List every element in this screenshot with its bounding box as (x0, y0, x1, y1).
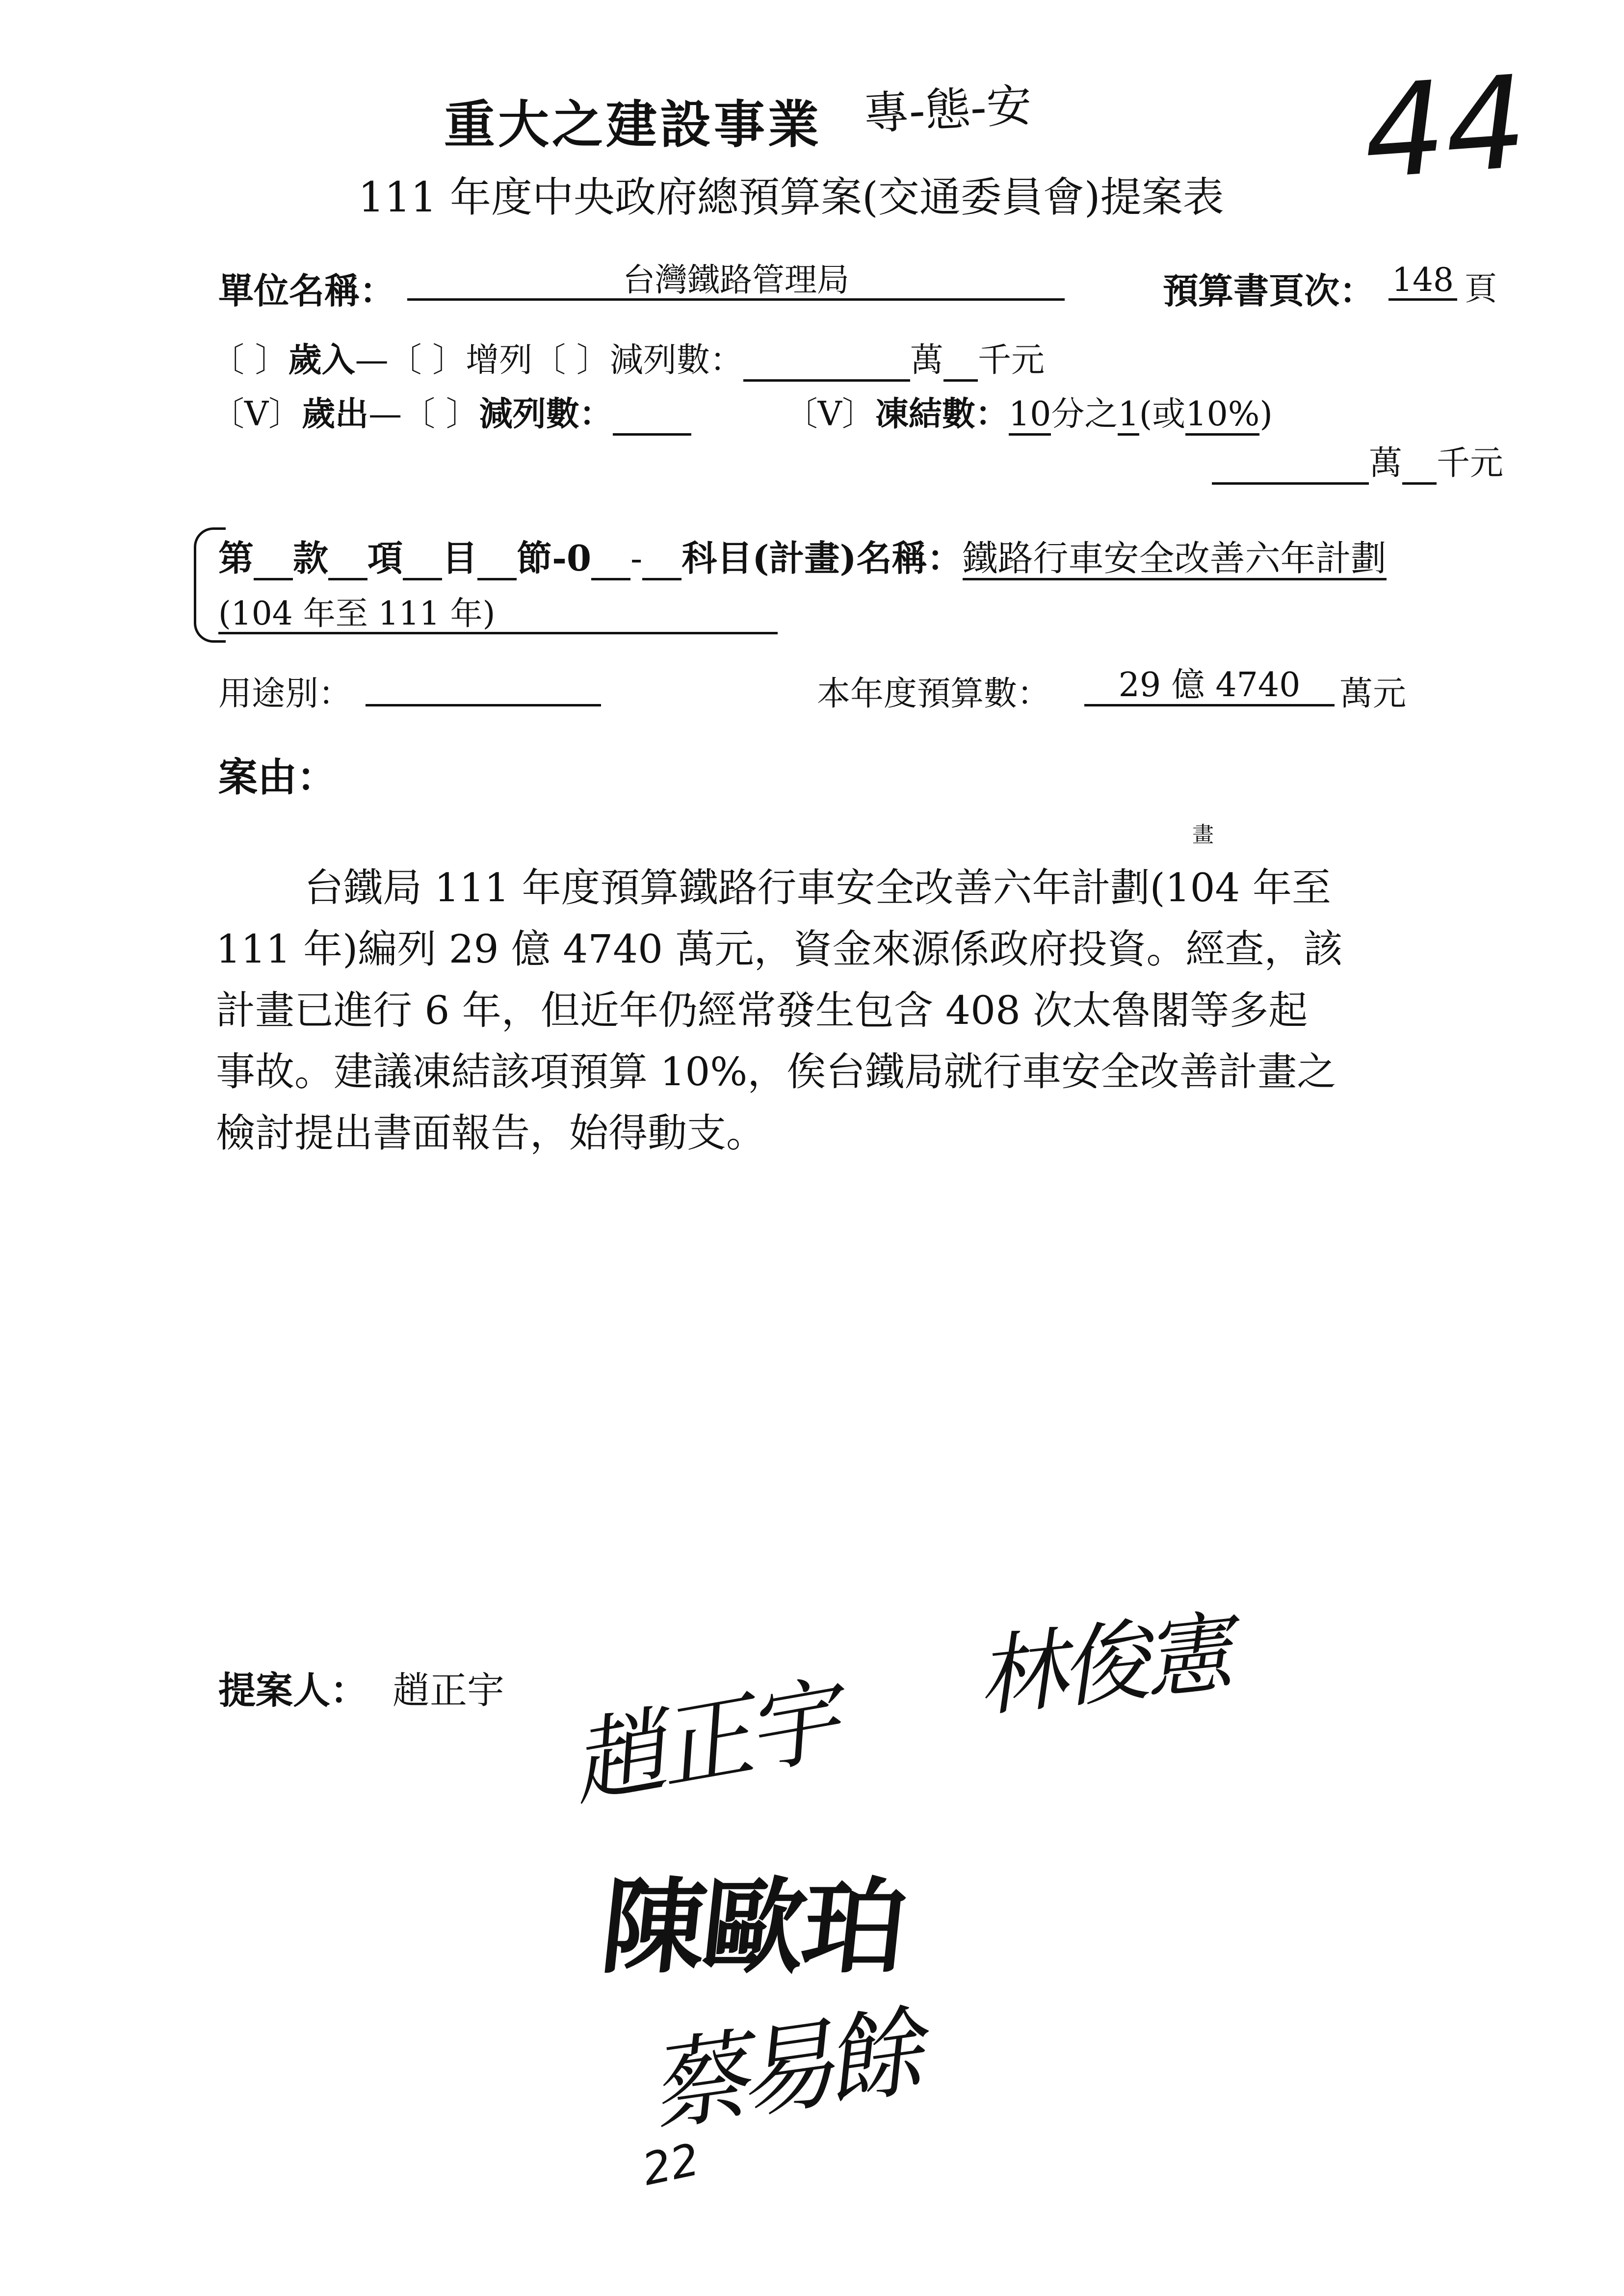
signature-3: 陳歐珀 (596, 1867, 910, 1987)
jie-label: 節-0 (517, 537, 592, 579)
dash: — (355, 341, 389, 380)
xiang-label: 項 (367, 537, 403, 579)
wan-unit: 萬 (1369, 444, 1403, 483)
subject-name-label: 科目(計畫)名稱： (681, 537, 963, 579)
handwritten-note: 專-態-安 (862, 79, 1033, 140)
qian-yuan-unit: 千元 (1437, 444, 1504, 483)
blank (477, 539, 517, 580)
proposer-label: 提案人： (218, 1669, 367, 1712)
dash: — (368, 395, 402, 434)
reduce-blank (743, 342, 910, 382)
page-suffix: 頁 (1465, 270, 1497, 308)
blank (591, 539, 630, 580)
revenue-label: 歲入 (288, 340, 355, 380)
expenditure-amount-row (1212, 437, 1503, 485)
expenditure-row (211, 388, 1273, 436)
reduce-label: 減列數： (479, 394, 613, 434)
freeze-close: ) (1259, 395, 1273, 434)
proposer-name: 趙正宇 (393, 1669, 504, 1712)
blank (403, 539, 442, 580)
freeze-denominator: 1 (1118, 396, 1139, 436)
usage-blank (366, 667, 601, 706)
qian-blank (1402, 445, 1437, 485)
revenue-row (211, 334, 1045, 382)
page-value: 148 (1388, 262, 1457, 301)
mark-22: 22 (638, 2134, 704, 2196)
subject-row (218, 530, 1387, 581)
unit-value: 台灣鐵路管理局 (407, 262, 1065, 301)
usage-label: 用途別： (218, 675, 352, 713)
heading: 重大之建設事業 (444, 94, 822, 155)
signature-4: 蔡易餘 (642, 1995, 920, 2146)
subject-name-value: 鐵路行車安全改善六年計劃 (963, 539, 1387, 580)
subject-name-continuation: (104 年至 111 年) (218, 596, 778, 634)
expenditure-checkbox: 〔V〕 (211, 395, 302, 434)
reason-line-2: 111 年)編列 29 億 4740 萬元，資金來源係政府投資。經查，該 (216, 926, 1343, 972)
blank (642, 539, 681, 580)
reduce-label: 減列數： (609, 341, 743, 380)
increase-label: 增列 (466, 341, 533, 380)
unit-label: 單位名稱： (218, 270, 395, 312)
reduce-checkbox: 〔 〕 (402, 395, 479, 434)
revenue-checkbox: 〔 〕 (211, 341, 288, 380)
blank (328, 539, 367, 580)
signature-1: 趙正宇 (563, 1666, 843, 1819)
reason-line-5: 檢討提出書面報告，始得動支。 (216, 1110, 765, 1156)
qian-blank (943, 342, 978, 382)
reduce-blank (613, 396, 691, 436)
reduce-checkbox: 〔 〕 (532, 341, 610, 380)
freeze-percent: 10% (1185, 396, 1259, 436)
handwritten-page-number: 44 (1359, 48, 1531, 208)
wan-unit: 萬 (910, 341, 943, 380)
signature-2: 林俊憲 (972, 1601, 1232, 1729)
di-label: 第 (218, 537, 254, 579)
blank (254, 539, 293, 580)
budget-label: 本年度預算數： (817, 675, 1051, 713)
reason-label: 案由： (218, 754, 336, 800)
budget-unit: 萬元 (1339, 675, 1407, 713)
reason-line-3: 計畫已進行 6 年，但近年仍經常發生包含 408 次太魯閣等多起 (216, 988, 1308, 1033)
reason-line-1: 台鐵局 111 年度預算鐵路行車安全改善六年計劃(104 年至 (304, 865, 1331, 911)
freeze-or: (或 (1139, 395, 1186, 434)
qian-yuan-unit: 千元 (977, 341, 1045, 380)
dash: - (630, 538, 643, 579)
kuan-label: 款 (293, 537, 329, 579)
reason-line-4: 事故。建議凍結該項預算 10%，俟台鐵局就行車安全改善計畫之 (216, 1049, 1336, 1095)
expenditure-label: 歲出 (302, 394, 369, 434)
reason-correction: 畫 (1192, 822, 1214, 847)
page-label: 預算書頁次： (1163, 270, 1375, 312)
freeze-numerator: 10 (1009, 396, 1051, 436)
amount-blank (1212, 445, 1369, 485)
freeze-label: 凍結數： (875, 394, 1009, 434)
freeze-mid: 分之 (1051, 395, 1118, 434)
freeze-checkbox: 〔V〕 (784, 395, 875, 434)
mu-label: 目 (442, 537, 478, 579)
budget-value: 29 億 4740 (1084, 667, 1335, 706)
increase-checkbox: 〔 〕 (388, 341, 466, 380)
form-title: 111 年度中央政府總預算案(交通委員會)提案表 (358, 173, 1224, 221)
